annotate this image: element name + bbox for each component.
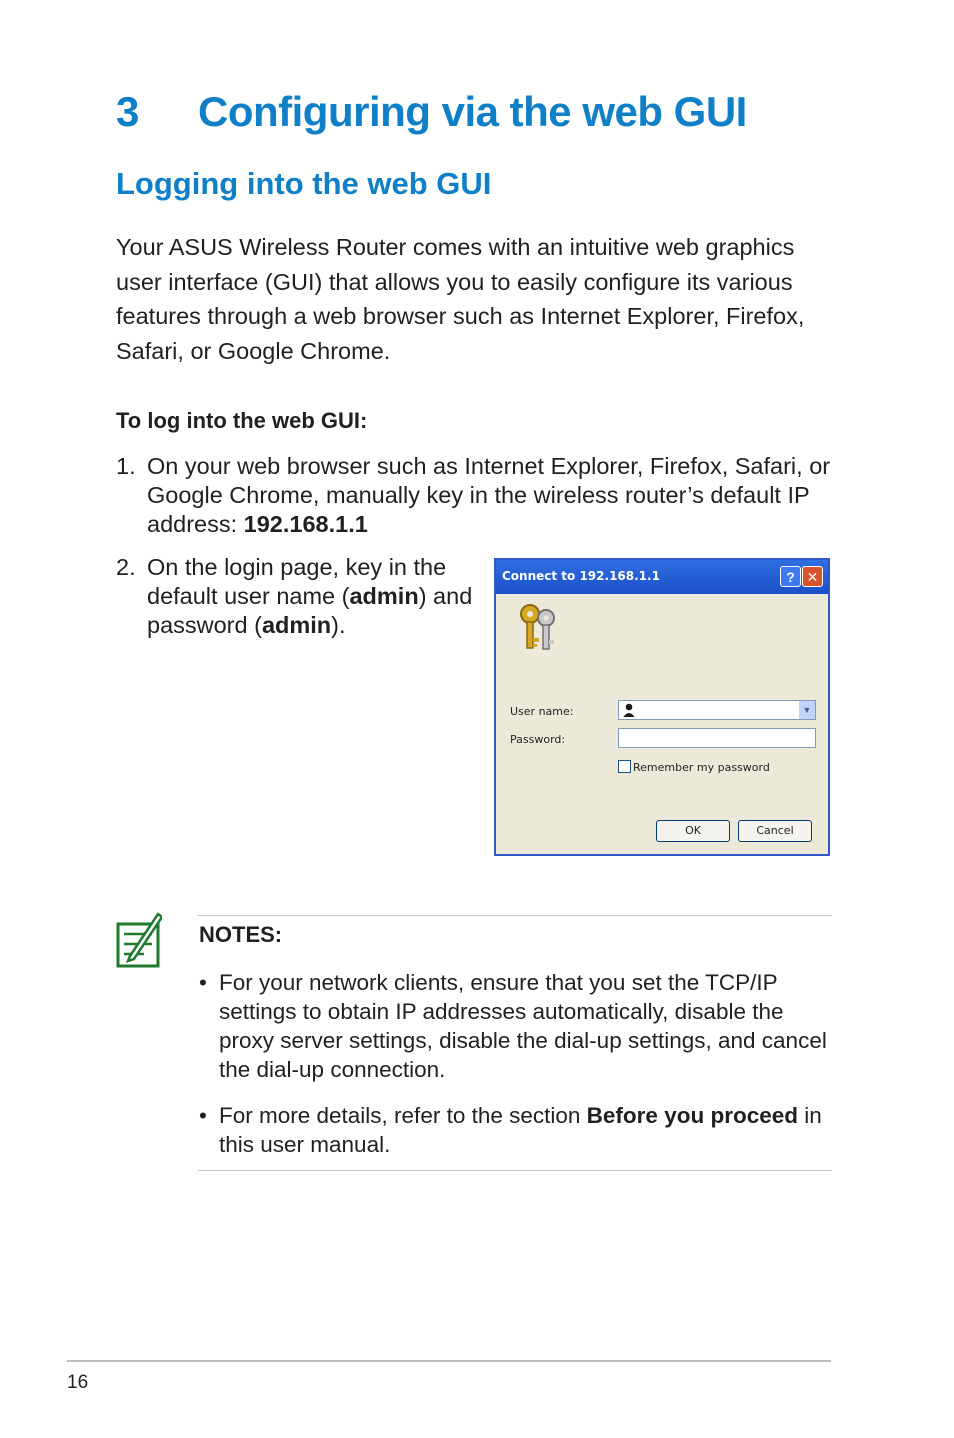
chapter-title: Configuring via the web GUI [198, 88, 747, 135]
note-pencil-icon [116, 910, 162, 968]
chapter-heading [116, 88, 747, 136]
step-text [147, 452, 847, 539]
chapter-number: 3 [116, 88, 139, 135]
step-number: 2. [116, 554, 136, 580]
note-item [199, 968, 839, 1088]
step-text [147, 553, 477, 640]
remember-password-checkbox[interactable] [618, 760, 770, 774]
note-text-plain: in this user manual. [219, 1103, 822, 1157]
step-number: 1. [116, 453, 136, 479]
keys-icon [514, 600, 562, 654]
remember-password-label: Remember my password [633, 761, 770, 774]
username-label: User name: [510, 705, 574, 718]
default-password: admin [261, 612, 332, 638]
user-icon [623, 703, 635, 717]
step-text-plain: ) and password ( [147, 583, 473, 638]
step-1 [116, 452, 846, 542]
footer-divider [67, 1360, 831, 1362]
step-text-plain: On your web browser such as Internet Explorer, Firefox, Safari, or Google Chrome, manually key in the wireless router’s default IP address: [147, 453, 831, 537]
section-heading: Logging into the web GUI [116, 166, 492, 201]
help-button[interactable]: ? [780, 566, 801, 587]
note-text-plain: For more details, refer to the section [219, 1103, 587, 1128]
notes-title: NOTES: [199, 922, 283, 947]
default-username: admin [349, 583, 419, 609]
notes-top-divider [198, 915, 832, 916]
note-text [219, 1101, 829, 1159]
step-text-plain: On the login page, key in the default user name ( [147, 554, 447, 609]
notes-bottom-divider [198, 1170, 832, 1171]
username-combobox[interactable] [618, 700, 816, 720]
section-reference: Before you proceed [586, 1103, 798, 1128]
login-dialog [494, 558, 830, 856]
note-text: For your network clients, ensure that you set the TCP/IP settings to obtain IP addresses automatically, disable the proxy server settings, disable the dial-up settings, and cancel the dial-up connection. [219, 970, 827, 1082]
page-number: 16 [67, 1372, 89, 1393]
password-label: Password: [510, 733, 566, 746]
cancel-button[interactable]: Cancel [738, 820, 812, 842]
howto-heading: To log into the web GUI: [116, 408, 368, 433]
step-text-plain: ). [331, 612, 346, 638]
default-ip-address: 192.168.1.1 [243, 511, 368, 537]
intro-paragraph: Your ASUS Wireless Router comes with an intuitive web graphics user interface (GUI) that allows you to easily configure its various features through a web browser such as Internet Explorer, Firefox, Safari, or Google Chrome. [116, 234, 805, 364]
password-field[interactable] [618, 728, 816, 748]
chevron-down-icon[interactable]: ▼ [799, 701, 815, 719]
checkbox-icon[interactable] [618, 760, 631, 773]
dialog-title: Connect to 192.168.1.1 [502, 569, 660, 583]
close-button[interactable]: ✕ [802, 566, 823, 587]
bullet: • [199, 970, 207, 995]
step-2 [116, 553, 476, 648]
dialog-titlebar [496, 560, 828, 594]
ok-button[interactable]: OK [656, 820, 730, 842]
note-item [199, 1101, 839, 1161]
bullet: • [199, 1103, 207, 1128]
